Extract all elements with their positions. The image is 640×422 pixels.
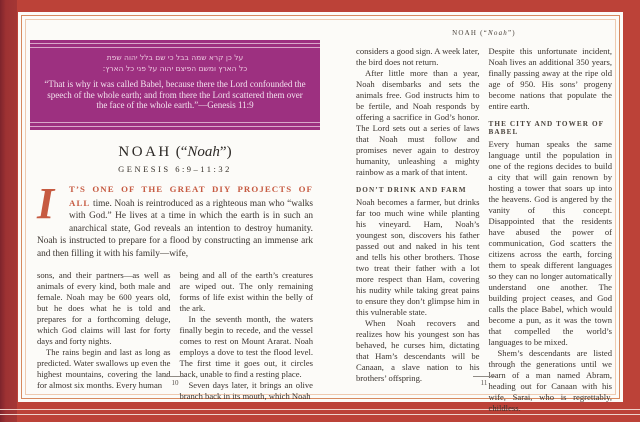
body-paragraph: Seven days later, it brings an olive branch back in its mouth, which Noah <box>179 379 313 401</box>
body-paragraph: Noah becomes a farmer, but drinks far too much wine while planting his vineyard. Ham, Noah’s youngest son, discovers his father passed out and naked in his tent and tells his other brothers. Those two treat their father with a lot more respect than Ham, covering his nudity while taking great pains to ensure they don’t glimpse him in this vulnerable state. <box>356 197 480 317</box>
right-page-column-1 <box>356 46 480 414</box>
body-paragraph: The rains begin and last as long as predicted. Water swallows up even the highest mountains, covering the land for almost six months. Every human <box>37 346 171 390</box>
body-paragraph: being and all of the earth’s creatures are wiped out. The only remaining forms of life exist within the belly of the ark. <box>179 269 313 313</box>
intro-text: time. Noah is reintroduced as a righteous man who “walks with God.” He lives at a time in which the earth is in such an anarchical state, God reveals an intention to destroy humanity. Noah is instructed to prepare for a flood by constructing an immense ark and then filling it with his family—wife, <box>37 198 313 259</box>
chapter-scripture-range: GENESIS 6:9–11:32 <box>118 164 232 174</box>
body-paragraph: Every human speaks the same language until the population in one of the regions decides to build a city that will gain renown by hosting a tower that soars up into the heavens. God is angered by the vanity of this concept. Disappointed that the residents have abused the power of communication, God scatters the citizens across the earth, forcing them to speak different languages so they can no longer automatically understand one another. The building project ceases, and God calls the place Babel, which would become a pun, as it was the town that compelled the world’s languages to be mixed. <box>488 139 612 347</box>
body-paragraph: When Noah recovers and realizes how his youngest son has behaved, he curses him, dictating that Ham’s descendants will be Canaan, a slave nation to his brothers’ offspring. <box>356 318 480 383</box>
body-paragraph: Shem’s descendants are listed through the generations until we learn of a man named Abram, heading out for Canaan with his wife, Sarai, who is regrettably, childless. <box>488 348 612 413</box>
intro-paragraph <box>37 179 313 260</box>
body-paragraph: After little more than a year, Noah disembarks and sets the animals free. God instructs him to be fertile, and Noah responds by offering a sacrifice in God’s honor. The Lord sets out a series of laws that Noah must follow and promises never again to destroy humanity, unleashing a mighty rainbow as a mark of that intent. <box>356 68 480 177</box>
verse-quote-text: “That is why it was called Babel, because there the Lord confounded the speech of the whole earth; and from there the Lord scattered them over the face of the whole earth.”—Genesis 11:9 <box>44 79 306 110</box>
section-heading: DON’T DRINK AND FARM <box>356 186 467 194</box>
spine-shadow <box>0 0 17 422</box>
body-paragraph: Despite this unfortunate incident, Noah lives an additional 350 years, finally passing away at the ripe old age of 950. His sons’ progeny become nations that populate the entire earth. <box>488 46 612 111</box>
left-page-number: 10 <box>30 376 320 387</box>
body-paragraph: sons, and their partners—as well as animals of every kind, both male and female. Noah may be 600 years old, but he does what he is told and prepares for a forthcoming deluge, which God claims will last for forty days and forty nights. <box>37 269 171 346</box>
right-page-number: 11 <box>356 376 612 387</box>
drop-cap-initial: I <box>37 179 55 229</box>
opening-small-caps: T’S ONE OF THE GREAT DIY PROJECTS OF ALL <box>69 184 313 208</box>
hebrew-verse-line-2: כל הארץ ומשם הפיצם יהוה על פני כל הארץ: <box>102 64 248 73</box>
verse-quote-box <box>30 40 320 130</box>
running-head: NOAH (“Noah”) <box>452 29 516 37</box>
right-page-column-2 <box>489 46 613 414</box>
page-spread <box>18 12 623 413</box>
chapter-title-name: NOAH <box>118 144 172 160</box>
chapter-title <box>30 143 320 174</box>
left-page <box>30 26 320 401</box>
right-page <box>356 26 612 413</box>
body-paragraph: In the seventh month, the waters finally begin to recede, and the vessel comes to rest on Mount Ararat. Noah employs a dove to test the flood level. The first time it goes out, it circles back, unable to find a resting place. <box>179 313 313 379</box>
chapter-title-translit: (“Noah”) <box>175 144 232 160</box>
body-paragraph: considers a good sign. A week later, the bird does not return. <box>356 46 480 67</box>
hebrew-verse-line-1: על כן קרא שמה בבל כי שם בלל יהוה שפת <box>106 53 244 62</box>
section-heading: THE CITY AND TOWER OF BABEL <box>488 120 604 136</box>
